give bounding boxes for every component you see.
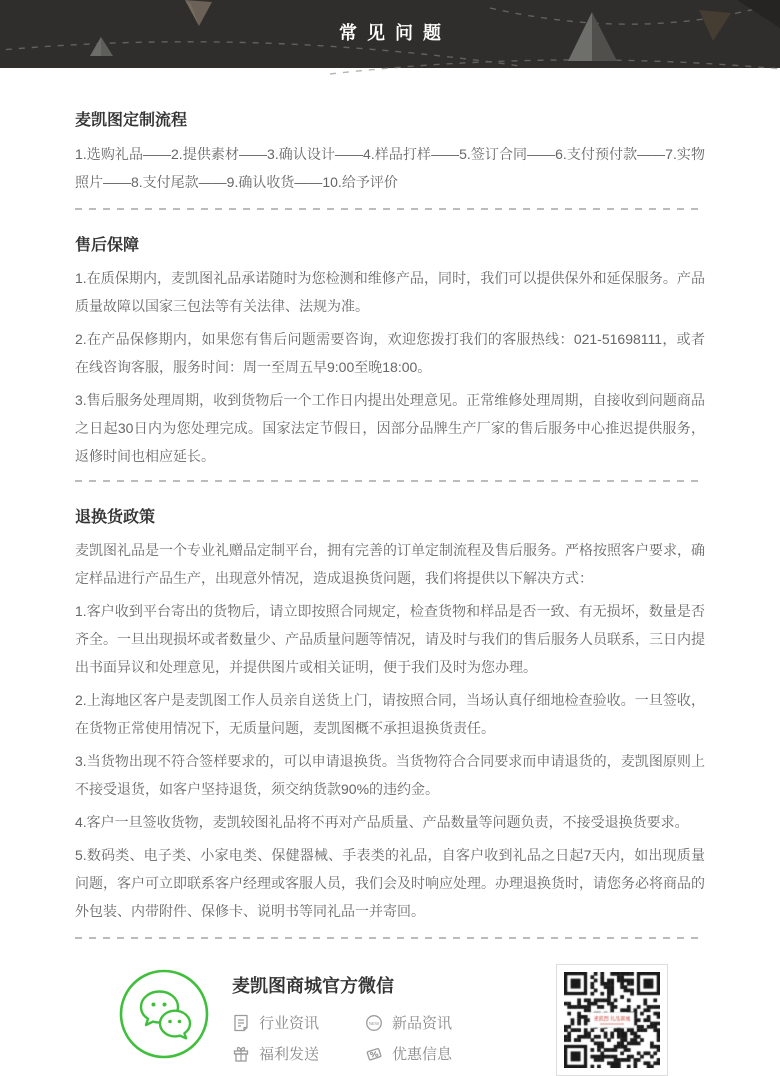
process-steps: 1.选购礼品——2.提供素材——3.确认设计——4.样品打样——5.签订合同——6.支付预付款——7.实物照片——8.支付尾款——9.确认收货——10.给予评价: [75, 146, 705, 190]
footer-item-benefits: [232, 1043, 365, 1064]
page-header: [0, 0, 780, 68]
returns-intro: 麦凯图礼品是一个专业礼赠品定制平台，拥有完善的订单定制流程及售后服务。严格按照客户要求，确定样品进行产品生产，出现意外情况，造成退换货问题，我们将提供以下解决方式：: [75, 542, 705, 586]
coupon-icon: [365, 1045, 383, 1063]
aftersale-heading: 售后保障: [75, 237, 140, 254]
returns-paragraph: 4.客户一旦签收货物，麦凯较图礼品将不再对产品质量、产品数量等问题负责，不接受退换货要求。: [75, 814, 689, 830]
new-badge-icon: [365, 1014, 383, 1032]
returns-heading: 退换货政策: [75, 509, 156, 526]
process-heading: 麦凯图定制流程: [75, 112, 188, 129]
qr-code: [556, 964, 668, 1076]
wechat-feature-grid: [232, 1012, 498, 1064]
footer-item-label: 行业资讯: [259, 1015, 320, 1032]
returns-paragraph: 1.客户收到平台寄出的货物后，请立即按照合同规定，检查货物和样品是否一致、有无损坏，数量是否齐全。一旦出现损坏或者数量少、产品质量问题等情况，请及时与我们的售后服务人员联系，三日内提出书面异议和处理意见，并提供图片或相关证明，便于我们及时为您办理。: [75, 603, 705, 675]
divider: [75, 937, 705, 939]
wechat-footer: [0, 964, 780, 1076]
svg-text:NEW: NEW: [368, 1020, 380, 1026]
wechat-icon: [118, 968, 210, 1060]
news-doc-icon: [232, 1014, 250, 1032]
returns-paragraph: 2.上海地区客户是麦凯图工作人员亲自送货上门，请按照合同，当场认真仔细地检查验收。一旦签收，在货物正常使用情况下，无质量问题，麦凯图概不承担退换货责任。: [75, 692, 705, 736]
footer-item-new-products: [365, 1012, 498, 1033]
wechat-info-block: [232, 964, 498, 1064]
qr-code-canvas: [564, 972, 660, 1068]
footer-item-discounts: [365, 1043, 498, 1064]
returns-paragraph: 5.数码类、电子类、小家电类、保健器械、手表类的礼品，自客户收到礼品之日起7天内，如出现质量问题，客户可立即联系客户经理或客服人员，我们会及时响应处理。办理退换货时，请您务必将商品的外包装、内带附件、保修卡、说明书等同礼品一并寄回。: [75, 847, 705, 919]
gift-icon: [232, 1045, 250, 1063]
footer-item-label: 优惠信息: [392, 1046, 453, 1063]
footer-item-label: 新品资讯: [392, 1015, 453, 1032]
wechat-title: 麦凯图商城官方微信: [232, 976, 394, 996]
divider: [75, 208, 705, 210]
divider: [75, 480, 705, 482]
aftersale-paragraph: 3.售后服务处理周期，收到货物后一个工作日内提出处理意见。正常维修处理周期，自接收到问题商品之日起30日内为您处理完成。国家法定节假日，因部分品牌生产厂家的售后服务中心推迟提供服务，返修时间也相应延长。: [75, 392, 705, 464]
returns-paragraph: 3.当货物出现不符合签样要求的，可以申请退换货。当货物符合合同要求而申请退货的，麦凯图原则上不接受退货，如客户坚持退货，须交纳货款90%的违约金。: [75, 753, 705, 797]
page-title: 常见问题: [339, 23, 451, 43]
aftersale-paragraph: 2.在产品保修期内，如果您有售后问题需要咨询，欢迎您拨打我们的客服热线：021-51698111，或者在线咨询客服，服务时间：周一至周五早9:00至晚18:00。: [75, 331, 705, 375]
footer-item-label: 福利发送: [259, 1046, 320, 1063]
aftersale-paragraph: 1.在质保期内，麦凯图礼品承诺随时为您检测和维修产品，同时，我们可以提供保外和延保服务。产品质量故障以国家三包法等有关法律、法规为准。: [75, 270, 705, 314]
footer-item-industry-news: [232, 1012, 365, 1033]
main-content: [75, 110, 705, 939]
